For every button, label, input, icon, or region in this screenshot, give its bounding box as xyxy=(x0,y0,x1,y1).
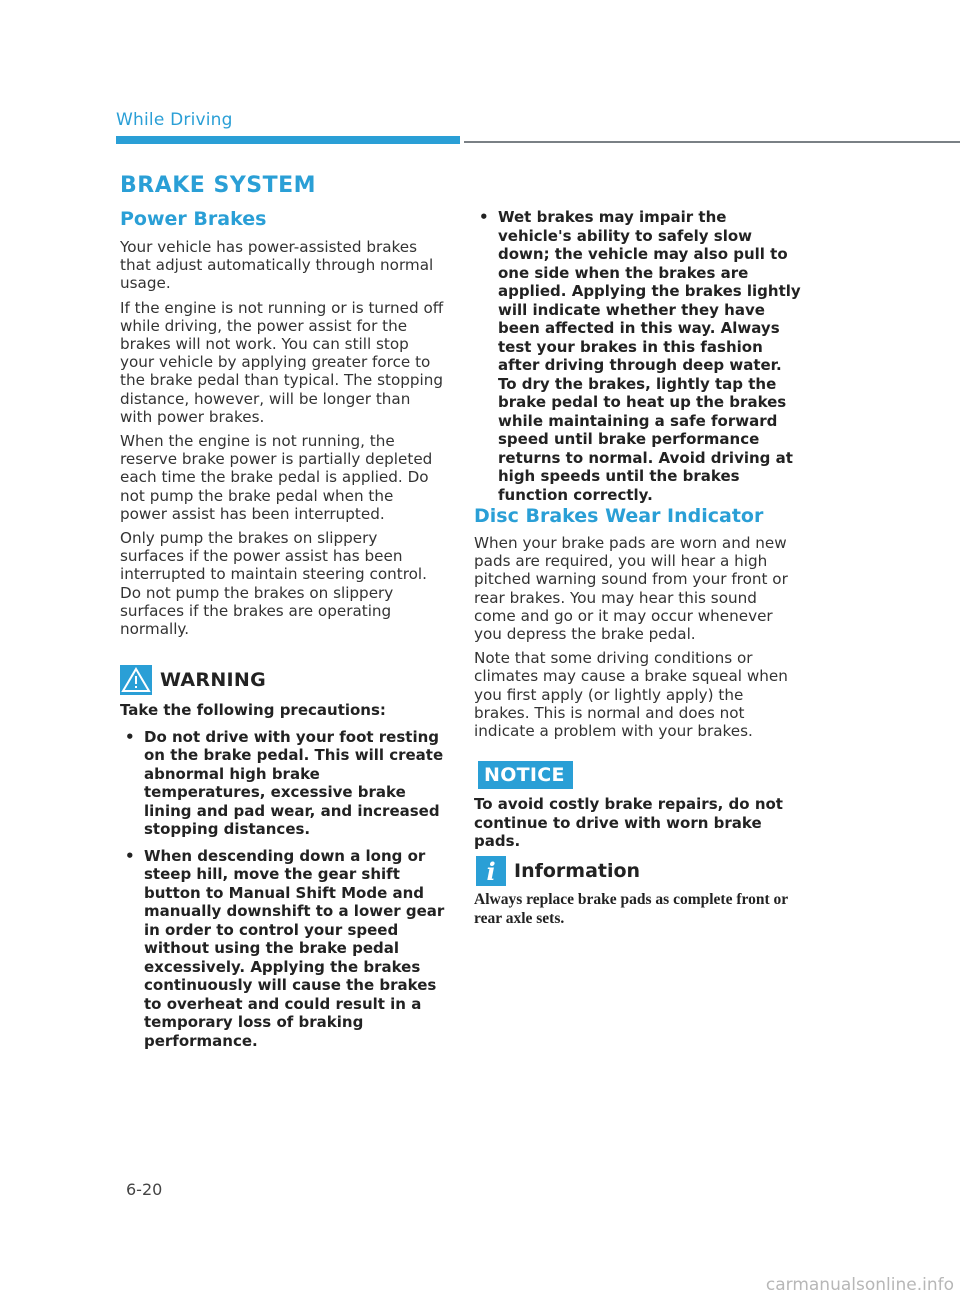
power-brakes-heading: Power Brakes xyxy=(120,208,267,230)
paragraph: Only pump the brakes on slippery surfaces if the power assist has been interrupted to maintain steering control. Do not pump the brakes on slippery surfaces if the brakes are operating normally. xyxy=(120,529,427,639)
page-number: 6-20 xyxy=(126,1180,163,1199)
disc-brakes-body xyxy=(474,534,799,740)
header-rule-grey xyxy=(464,141,960,143)
chapter-header: While Driving xyxy=(116,110,233,130)
info-icon: i xyxy=(476,856,506,886)
paragraph: If the engine is not running or is turned off while driving, the power assist for the brakes will not work. You can still stop your vehicle by applying greater force to the brake pedal than typical. The stopping distance, however, will be longer than with power brakes. xyxy=(120,298,444,426)
paragraph: Note that some driving conditions or climates may cause a brake squeal when you first apply (or lightly apply) the brakes. This is normal and does not indicate a problem with your brakes. xyxy=(474,649,788,741)
paragraph: When the engine is not running, the reserve brake power is partially depleted each time the brake pedal is applied. Do not pump the brake pedal when the power assist has been interrupted. xyxy=(120,432,433,523)
information-text: Always replace brake pads as complete front or rear axle sets. xyxy=(474,891,788,927)
warning-triangle-icon xyxy=(120,665,152,695)
warning-bullet: • When descending down a long or steep hill, move the gear shift button to Manual Shift Mode and manually downshift to a lower gear in order to control your speed without using the brake pedal excessively. Applying the brakes continuously will cause the brakes to overheat and could result in a temporary loss of braking performance. xyxy=(120,847,445,1051)
warning-header xyxy=(120,665,266,695)
section-title: BRAKE SYSTEM xyxy=(120,173,317,198)
information-header xyxy=(476,856,640,886)
notice-label: NOTICE xyxy=(478,761,573,789)
disc-brakes-heading: Disc Brakes Wear Indicator xyxy=(474,505,764,527)
notice-badge xyxy=(478,761,573,789)
warning-title: WARNING xyxy=(160,669,267,691)
watermark: carmanualsonline.info xyxy=(765,1275,954,1295)
information-title: Information xyxy=(514,860,641,882)
warning-bullet: • Wet brakes may impair the vehicle's ability to safely slow down; the vehicle may also pull to one side when the brakes are applied. Applying the brakes lightly will indicate whether they have been affected in this way. Always test your brakes in this fashion after driving through deep water. To dry the brakes, lightly tap the brake pedal to heat up the brakes while maintaining a safe forward speed until brake performance returns to normal. Avoid driving at high speeds until the brakes function correctly. xyxy=(474,208,804,504)
warning-intro: Take the following precautions: xyxy=(120,701,386,719)
power-brakes-body xyxy=(120,238,445,638)
paragraph: When your brake pads are worn and new pads are required, you will hear a high pitched warning sound from your front or rear brakes. You may hear this sound come and go or it may occur whenever you depress the brake pedal. xyxy=(474,534,788,644)
warning-bullet: • Do not drive with your foot resting on the brake pedal. This will create abnormal high brake temperatures, excessive brake lining and pad wear, and increased stopping distances. xyxy=(120,728,445,839)
header-rule-accent xyxy=(116,136,460,144)
paragraph: Your vehicle has power-assisted brakes that adjust automatically through normal usage. xyxy=(120,238,434,293)
warning-body xyxy=(120,701,445,1050)
notice-text: To avoid costly brake repairs, do not continue to drive with worn brake pads. xyxy=(474,795,783,850)
